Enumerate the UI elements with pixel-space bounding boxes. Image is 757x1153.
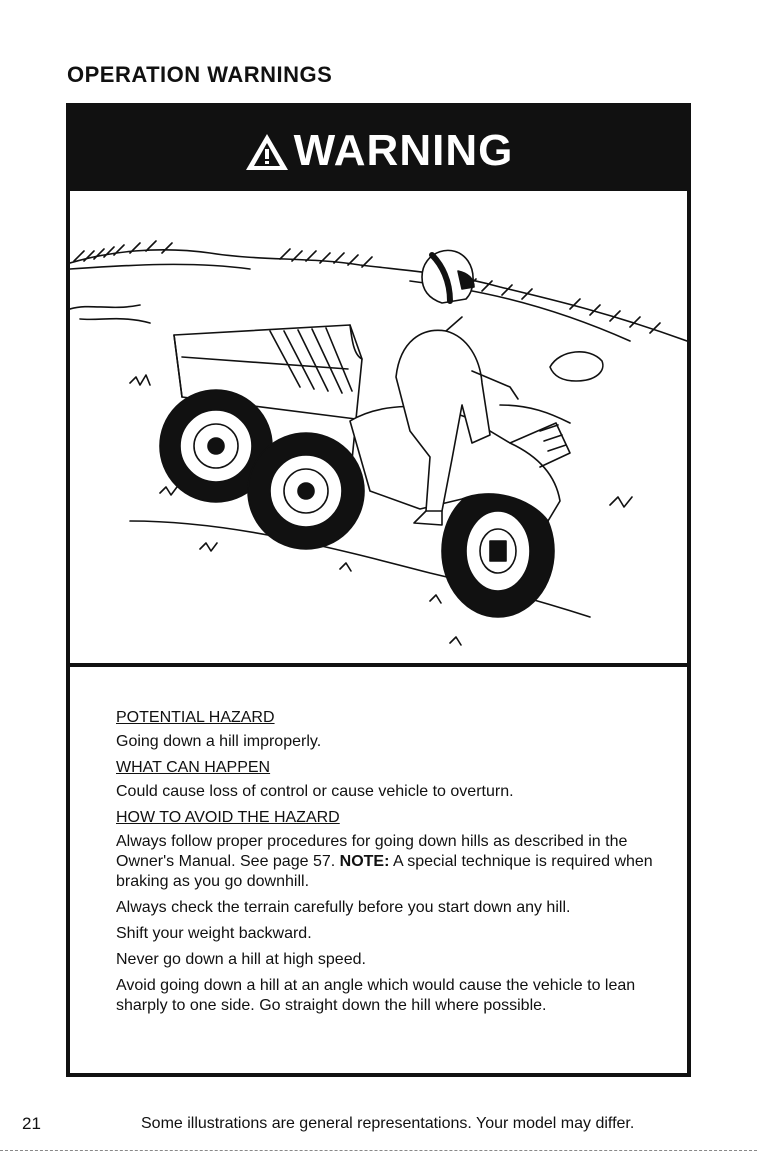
avoid-paragraph-1-b: A special technique is required when braking as you go downhill. <box>116 853 653 890</box>
avoid-paragraph-1-a: Always follow proper procedures for going down hills as described in the Owner's Manual. See page 57. <box>116 833 628 870</box>
warning-content <box>116 708 676 1022</box>
potential-hazard-text: Going down a hill improperly. <box>116 733 322 750</box>
warning-header <box>70 107 687 191</box>
bottom-rule <box>0 1150 757 1151</box>
avoid-paragraph-1 <box>116 832 676 892</box>
avoid-paragraph-5: Avoid going down a hill at an angle which would cause the vehicle to lean sharply to one side. Go straight down the hill where possible. <box>116 977 636 1014</box>
avoid-paragraph-2: Always check the terrain carefully before you start down any hill. <box>116 899 571 916</box>
section-title: OPERATION WARNINGS <box>67 62 333 87</box>
how-to-avoid-heading: HOW TO AVOID THE HAZARD <box>116 809 340 826</box>
avoid-paragraph-3: Shift your weight backward. <box>116 925 312 942</box>
warning-box <box>66 103 691 1077</box>
atv-hill-drawing <box>70 191 687 665</box>
note-label: NOTE: <box>339 853 390 870</box>
section-divider <box>70 663 687 667</box>
footer-note: Some illustrations are general representations. Your model may differ. <box>141 1115 635 1132</box>
warning-triangle-icon <box>244 132 290 172</box>
what-can-happen-heading: WHAT CAN HAPPEN <box>116 759 271 776</box>
what-can-happen-text: Could cause loss of control or cause vehicle to overturn. <box>116 783 514 800</box>
page-number: 21 <box>22 1114 41 1133</box>
potential-hazard-heading: POTENTIAL HAZARD <box>116 709 275 726</box>
avoid-paragraph-4: Never go down a hill at high speed. <box>116 951 366 968</box>
page-footer <box>0 1114 757 1138</box>
atv-illustration <box>70 191 687 665</box>
warning-label: WARNING <box>293 126 514 175</box>
